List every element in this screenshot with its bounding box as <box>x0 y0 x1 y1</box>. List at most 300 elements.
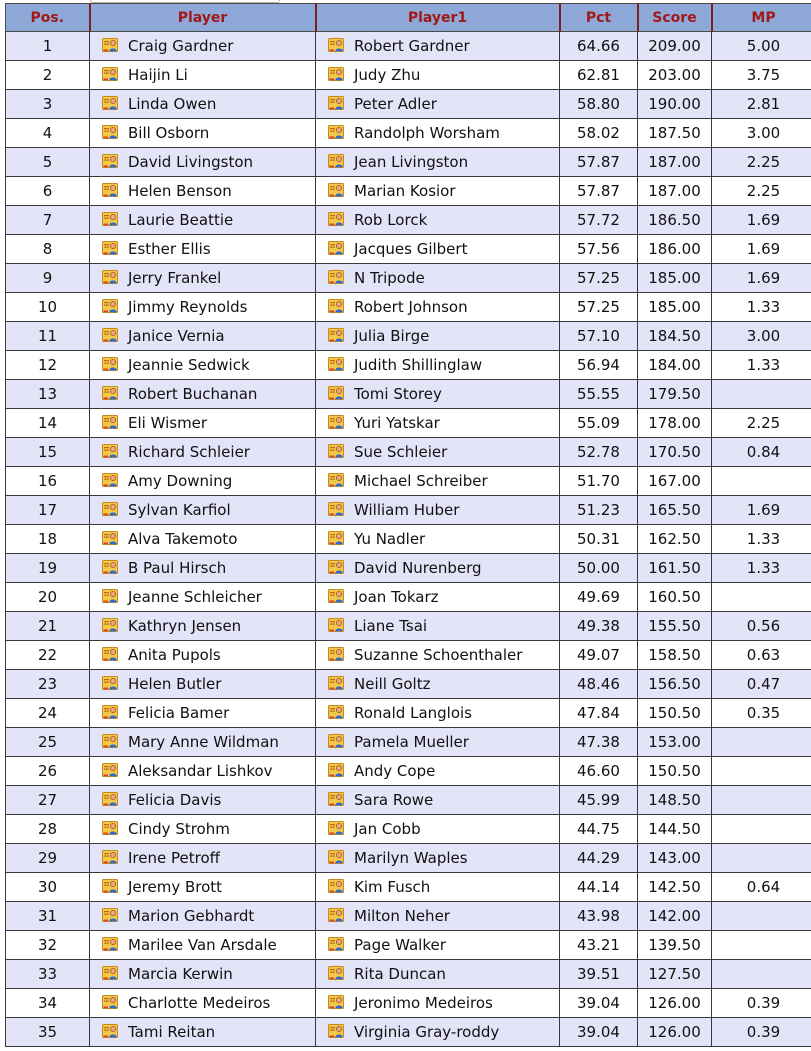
mp-cell: 0.63 <box>712 641 811 670</box>
score-cell: 167.00 <box>638 467 712 496</box>
pos-cell: 29 <box>6 844 90 873</box>
player1-name[interactable]: Marilyn Waples <box>354 849 468 867</box>
score-cell: 155.50 <box>638 612 712 641</box>
player-profile-icon[interactable] <box>328 95 344 111</box>
mp-cell: 1.33 <box>712 525 811 554</box>
table-row <box>6 612 811 641</box>
player-name[interactable]: Kathryn Jensen <box>128 617 242 635</box>
player-profile-icon[interactable] <box>328 356 344 372</box>
player1-name[interactable]: Page Walker <box>354 936 446 954</box>
player1-name[interactable]: Virginia Gray-roddy <box>354 1023 500 1041</box>
player-name[interactable]: Bill Osborn <box>128 124 210 142</box>
player-name[interactable]: Helen Benson <box>128 182 232 200</box>
player-profile-icon[interactable] <box>102 530 118 546</box>
mp-cell <box>712 931 811 960</box>
table-row <box>6 670 811 699</box>
pos-cell: 17 <box>6 496 90 525</box>
results-body <box>6 32 811 1047</box>
player1-name[interactable]: Rob Lorck <box>354 211 428 229</box>
player1-name[interactable]: Robert Johnson <box>354 298 468 316</box>
header-pct[interactable]: Pct <box>560 4 638 32</box>
player-profile-icon[interactable] <box>328 878 344 894</box>
player-name[interactable]: Robert Buchanan <box>128 385 258 403</box>
header-mp[interactable]: MP <box>712 4 811 32</box>
score-cell: 209.00 <box>638 32 712 61</box>
player-profile-icon[interactable] <box>328 762 344 778</box>
player-cell <box>90 235 316 264</box>
pct-cell: 51.70 <box>560 467 638 496</box>
mp-cell: 0.56 <box>712 612 811 641</box>
pos-cell: 25 <box>6 728 90 757</box>
pos-cell: 11 <box>6 322 90 351</box>
table-row <box>6 90 811 119</box>
score-cell: 142.00 <box>638 902 712 931</box>
player-profile-icon[interactable] <box>328 675 344 691</box>
pct-cell: 39.04 <box>560 1018 638 1047</box>
score-cell: 142.50 <box>638 873 712 902</box>
player-profile-icon[interactable] <box>328 907 344 923</box>
header-score[interactable]: Score <box>638 4 712 32</box>
table-row <box>6 32 811 61</box>
player-name[interactable]: Charlotte Medeiros <box>128 994 271 1012</box>
player-cell <box>90 902 316 931</box>
player-profile-icon[interactable] <box>102 298 118 314</box>
mp-cell <box>712 467 811 496</box>
player-profile-icon[interactable] <box>328 965 344 981</box>
player-profile-icon[interactable] <box>102 791 118 807</box>
player-cell <box>90 612 316 641</box>
player1-name[interactable]: Yuri Yatskar <box>354 414 440 432</box>
player-profile-icon[interactable] <box>102 849 118 865</box>
player-name[interactable]: Aleksandar Lishkov <box>128 762 273 780</box>
score-cell: 178.00 <box>638 409 712 438</box>
pos-cell: 5 <box>6 148 90 177</box>
player-profile-icon[interactable] <box>328 443 344 459</box>
player-profile-icon[interactable] <box>102 965 118 981</box>
pct-cell: 45.99 <box>560 786 638 815</box>
pct-cell: 39.04 <box>560 989 638 1018</box>
player-name[interactable]: Jeremy Brott <box>128 878 223 896</box>
score-cell: 144.50 <box>638 815 712 844</box>
player1-cell <box>316 61 560 90</box>
mp-cell: 1.33 <box>712 293 811 322</box>
header-player1[interactable]: Player1 <box>316 4 560 32</box>
pos-cell: 2 <box>6 61 90 90</box>
player1-cell <box>316 699 560 728</box>
player-profile-icon[interactable] <box>102 385 118 401</box>
player-profile-icon[interactable] <box>102 95 118 111</box>
player-profile-icon[interactable] <box>102 762 118 778</box>
player-cell <box>90 989 316 1018</box>
player-profile-icon[interactable] <box>328 791 344 807</box>
player-profile-icon[interactable] <box>328 472 344 488</box>
player-profile-icon[interactable] <box>328 501 344 517</box>
player-profile-icon[interactable] <box>328 588 344 604</box>
player-profile-icon[interactable] <box>102 211 118 227</box>
player1-name[interactable]: Jeronimo Medeiros <box>354 994 493 1012</box>
player-profile-icon[interactable] <box>328 849 344 865</box>
mp-cell: 2.25 <box>712 409 811 438</box>
player1-name[interactable]: Peter Adler <box>354 95 437 113</box>
player-cell <box>90 467 316 496</box>
pos-cell: 26 <box>6 757 90 786</box>
player-profile-icon[interactable] <box>102 472 118 488</box>
pct-cell: 58.80 <box>560 90 638 119</box>
player1-name[interactable]: Pamela Mueller <box>354 733 469 751</box>
mp-cell: 1.69 <box>712 206 811 235</box>
player1-name[interactable]: N Tripode <box>354 269 425 287</box>
player-name[interactable]: Felicia Davis <box>128 791 222 809</box>
mp-cell: 0.39 <box>712 989 811 1018</box>
pos-cell: 20 <box>6 583 90 612</box>
player-name[interactable]: Craig Gardner <box>128 37 234 55</box>
player-profile-icon[interactable] <box>102 414 118 430</box>
mp-cell <box>712 960 811 989</box>
player-profile-icon[interactable] <box>102 994 118 1010</box>
player-profile-icon[interactable] <box>102 356 118 372</box>
mp-cell: 5.00 <box>712 32 811 61</box>
pct-cell: 43.98 <box>560 902 638 931</box>
player-profile-icon[interactable] <box>328 269 344 285</box>
player1-name[interactable]: Joan Tokarz <box>354 588 439 606</box>
pct-cell: 44.75 <box>560 815 638 844</box>
player1-name[interactable]: Milton Neher <box>354 907 450 925</box>
player1-cell <box>316 612 560 641</box>
score-cell: 150.50 <box>638 757 712 786</box>
pos-cell: 23 <box>6 670 90 699</box>
player1-name[interactable]: Kim Fusch <box>354 878 431 896</box>
table-row <box>6 757 811 786</box>
player-profile-icon[interactable] <box>328 704 344 720</box>
mp-cell <box>712 844 811 873</box>
player-profile-icon[interactable] <box>102 182 118 198</box>
player1-cell <box>316 32 560 61</box>
player-profile-icon[interactable] <box>102 443 118 459</box>
player-name[interactable]: Sylvan Karfiol <box>128 501 231 519</box>
mp-cell: 2.25 <box>712 177 811 206</box>
pos-cell: 6 <box>6 177 90 206</box>
player-cell <box>90 757 316 786</box>
player-name[interactable]: Esther Ellis <box>128 240 211 258</box>
player1-name[interactable]: Michael Schreiber <box>354 472 488 490</box>
pct-cell: 49.69 <box>560 583 638 612</box>
pct-cell: 57.25 <box>560 264 638 293</box>
score-cell: 153.00 <box>638 728 712 757</box>
player1-name[interactable]: Robert Gardner <box>354 37 470 55</box>
player-name[interactable]: Tami Reitan <box>128 1023 216 1041</box>
player1-cell <box>316 554 560 583</box>
player-cell <box>90 119 316 148</box>
player1-cell <box>316 119 560 148</box>
table-row <box>6 206 811 235</box>
score-cell: 126.00 <box>638 989 712 1018</box>
pct-cell: 48.46 <box>560 670 638 699</box>
player-name[interactable]: Haijin Li <box>128 66 188 84</box>
player-profile-icon[interactable] <box>328 1023 344 1039</box>
player1-name[interactable]: Andy Cope <box>354 762 436 780</box>
player-name[interactable]: Cindy Strohm <box>128 820 230 838</box>
player-profile-icon[interactable] <box>328 327 344 343</box>
player-cell <box>90 322 316 351</box>
player-name[interactable]: Jeannie Sedwick <box>128 356 250 374</box>
player-name[interactable]: David Livingston <box>128 153 254 171</box>
player-name[interactable]: Amy Downing <box>128 472 233 490</box>
player1-name[interactable]: William Huber <box>354 501 460 519</box>
pct-cell: 44.29 <box>560 844 638 873</box>
table-row <box>6 61 811 90</box>
player-profile-icon[interactable] <box>328 153 344 169</box>
player-profile-icon[interactable] <box>102 617 118 633</box>
score-cell: 179.50 <box>638 380 712 409</box>
player-profile-icon[interactable] <box>328 994 344 1010</box>
player1-name[interactable]: Jacques Gilbert <box>354 240 468 258</box>
mp-cell: 0.64 <box>712 873 811 902</box>
pct-cell: 49.07 <box>560 641 638 670</box>
mp-cell: 3.00 <box>712 119 811 148</box>
player-profile-icon[interactable] <box>102 66 118 82</box>
player1-name[interactable]: Marian Kosior <box>354 182 456 200</box>
player-cell <box>90 960 316 989</box>
header-row <box>6 4 811 32</box>
player1-cell <box>316 525 560 554</box>
mp-cell: 0.35 <box>712 699 811 728</box>
table-row <box>6 119 811 148</box>
player1-cell <box>316 1018 560 1047</box>
score-cell: 185.00 <box>638 293 712 322</box>
player-profile-icon[interactable] <box>102 820 118 836</box>
table-row <box>6 496 811 525</box>
player-profile-icon[interactable] <box>328 385 344 401</box>
score-cell: 187.50 <box>638 119 712 148</box>
pct-cell: 56.94 <box>560 351 638 380</box>
player-profile-icon[interactable] <box>328 211 344 227</box>
player1-name[interactable]: Jan Cobb <box>354 820 421 838</box>
score-cell: 126.00 <box>638 1018 712 1047</box>
score-cell: 184.00 <box>638 351 712 380</box>
player-name[interactable]: Eli Wismer <box>128 414 208 432</box>
player1-name[interactable]: Jean Livingston <box>354 153 469 171</box>
player-name[interactable]: Janice Vernia <box>128 327 225 345</box>
player1-name[interactable]: Suzanne Schoenthaler <box>354 646 523 664</box>
player1-cell <box>316 322 560 351</box>
pos-cell: 1 <box>6 32 90 61</box>
player-profile-icon[interactable] <box>328 646 344 662</box>
table-row <box>6 902 811 931</box>
player-name[interactable]: Marion Gebhardt <box>128 907 255 925</box>
table-row <box>6 960 811 989</box>
mp-cell <box>712 583 811 612</box>
score-cell: 165.50 <box>638 496 712 525</box>
player1-name[interactable]: Sara Rowe <box>354 791 434 809</box>
player-cell <box>90 583 316 612</box>
score-cell: 127.50 <box>638 960 712 989</box>
player1-cell <box>316 815 560 844</box>
header-player[interactable]: Player <box>90 4 316 32</box>
mp-cell: 3.75 <box>712 61 811 90</box>
player1-name[interactable]: Liane Tsai <box>354 617 428 635</box>
player1-cell <box>316 496 560 525</box>
player-name[interactable]: Anita Pupols <box>128 646 221 664</box>
player-cell <box>90 148 316 177</box>
player-profile-icon[interactable] <box>102 269 118 285</box>
table-row <box>6 351 811 380</box>
player-cell <box>90 206 316 235</box>
player1-name[interactable]: Sue Schleier <box>354 443 448 461</box>
player-name[interactable]: Jeanne Schleicher <box>128 588 262 606</box>
player-name[interactable]: Marcia Kerwin <box>128 965 233 983</box>
score-cell: 143.00 <box>638 844 712 873</box>
mp-cell: 0.47 <box>712 670 811 699</box>
player-cell <box>90 380 316 409</box>
player1-cell <box>316 728 560 757</box>
player1-cell <box>316 90 560 119</box>
pct-cell: 50.31 <box>560 525 638 554</box>
player-profile-icon[interactable] <box>102 124 118 140</box>
player1-name[interactable]: Yu Nadler <box>354 530 426 548</box>
pct-cell: 51.23 <box>560 496 638 525</box>
player-profile-icon[interactable] <box>102 37 118 53</box>
player1-name[interactable]: Ronald Langlois <box>354 704 472 722</box>
pct-cell: 47.84 <box>560 699 638 728</box>
player-profile-icon[interactable] <box>102 878 118 894</box>
mp-cell: 0.39 <box>712 1018 811 1047</box>
mp-cell <box>712 757 811 786</box>
score-cell: 158.50 <box>638 641 712 670</box>
player1-cell <box>316 293 560 322</box>
player-name[interactable]: Alva Takemoto <box>128 530 238 548</box>
player1-name[interactable]: Rita Duncan <box>354 965 446 983</box>
player-name[interactable]: B Paul Hirsch <box>128 559 227 577</box>
player-name[interactable]: Linda Owen <box>128 95 217 113</box>
player-cell <box>90 844 316 873</box>
mp-cell: 1.69 <box>712 496 811 525</box>
player1-name[interactable]: Randolph Worsham <box>354 124 500 142</box>
table-row <box>6 815 811 844</box>
player-profile-icon[interactable] <box>328 182 344 198</box>
player1-cell <box>316 438 560 467</box>
player-profile-icon[interactable] <box>102 327 118 343</box>
player-name[interactable]: Jerry Frankel <box>128 269 222 287</box>
player-profile-icon[interactable] <box>102 646 118 662</box>
mp-cell: 1.69 <box>712 235 811 264</box>
table-row <box>6 728 811 757</box>
player-profile-icon[interactable] <box>328 240 344 256</box>
table-row <box>6 844 811 873</box>
player-profile-icon[interactable] <box>328 617 344 633</box>
player-name[interactable]: Felicia Bamer <box>128 704 230 722</box>
pos-cell: 16 <box>6 467 90 496</box>
table-row <box>6 438 811 467</box>
table-row <box>6 467 811 496</box>
pos-cell: 15 <box>6 438 90 467</box>
pos-cell: 28 <box>6 815 90 844</box>
table-row <box>6 641 811 670</box>
player-profile-icon[interactable] <box>328 37 344 53</box>
player-profile-icon[interactable] <box>102 559 118 575</box>
score-cell: 139.50 <box>638 931 712 960</box>
pos-cell: 33 <box>6 960 90 989</box>
table-row <box>6 235 811 264</box>
pct-cell: 57.87 <box>560 148 638 177</box>
player-cell <box>90 496 316 525</box>
player-profile-icon[interactable] <box>102 675 118 691</box>
player-cell <box>90 699 316 728</box>
player1-cell <box>316 641 560 670</box>
player1-name[interactable]: Julia Birge <box>354 327 430 345</box>
player-cell <box>90 177 316 206</box>
pct-cell: 47.38 <box>560 728 638 757</box>
player1-name[interactable]: Judith Shillinglaw <box>354 356 483 374</box>
player-cell <box>90 1018 316 1047</box>
player-cell <box>90 264 316 293</box>
player1-cell <box>316 467 560 496</box>
player-profile-icon[interactable] <box>328 820 344 836</box>
player-profile-icon[interactable] <box>102 907 118 923</box>
player1-name[interactable]: Judy Zhu <box>354 66 421 84</box>
player-profile-icon[interactable] <box>328 66 344 82</box>
player-profile-icon[interactable] <box>328 733 344 749</box>
header-pos[interactable]: Pos. <box>6 4 90 32</box>
player-profile-icon[interactable] <box>102 936 118 952</box>
player1-name[interactable]: Neill Goltz <box>354 675 431 693</box>
player-profile-icon[interactable] <box>102 1023 118 1039</box>
score-cell: 187.00 <box>638 177 712 206</box>
table-row <box>6 873 811 902</box>
player-name[interactable]: Irene Petroff <box>128 849 220 867</box>
player-profile-icon[interactable] <box>102 501 118 517</box>
player-profile-icon[interactable] <box>328 414 344 430</box>
score-cell: 184.50 <box>638 322 712 351</box>
mp-cell: 2.81 <box>712 90 811 119</box>
table-row <box>6 380 811 409</box>
pct-cell: 64.66 <box>560 32 638 61</box>
player-profile-icon[interactable] <box>102 733 118 749</box>
player1-name[interactable]: David Nurenberg <box>354 559 482 577</box>
player-name[interactable]: Jimmy Reynolds <box>128 298 248 316</box>
player-cell <box>90 641 316 670</box>
player-profile-icon[interactable] <box>102 240 118 256</box>
player-name[interactable]: Helen Butler <box>128 675 222 693</box>
pct-cell: 58.02 <box>560 119 638 148</box>
table-row <box>6 699 811 728</box>
player-profile-icon[interactable] <box>102 153 118 169</box>
pos-cell: 14 <box>6 409 90 438</box>
pct-cell: 55.55 <box>560 380 638 409</box>
mp-cell: 0.84 <box>712 438 811 467</box>
pos-cell: 27 <box>6 786 90 815</box>
player-profile-icon[interactable] <box>328 936 344 952</box>
player-name[interactable]: Laurie Beattie <box>128 211 234 229</box>
player-name[interactable]: Mary Anne Wildman <box>128 733 279 751</box>
player-cell <box>90 90 316 119</box>
player-profile-icon[interactable] <box>328 559 344 575</box>
player-cell <box>90 786 316 815</box>
player-profile-icon[interactable] <box>102 588 118 604</box>
player-profile-icon[interactable] <box>328 124 344 140</box>
player-cell <box>90 525 316 554</box>
pct-cell: 55.09 <box>560 409 638 438</box>
player-name[interactable]: Marilee Van Arsdale <box>128 936 277 954</box>
player-name[interactable]: Richard Schleier <box>128 443 250 461</box>
player-profile-icon[interactable] <box>328 298 344 314</box>
table-row <box>6 322 811 351</box>
player-profile-icon[interactable] <box>102 704 118 720</box>
pct-cell: 57.72 <box>560 206 638 235</box>
pos-cell: 30 <box>6 873 90 902</box>
table-row <box>6 293 811 322</box>
player1-name[interactable]: Tomi Storey <box>354 385 442 403</box>
player-profile-icon[interactable] <box>328 530 344 546</box>
